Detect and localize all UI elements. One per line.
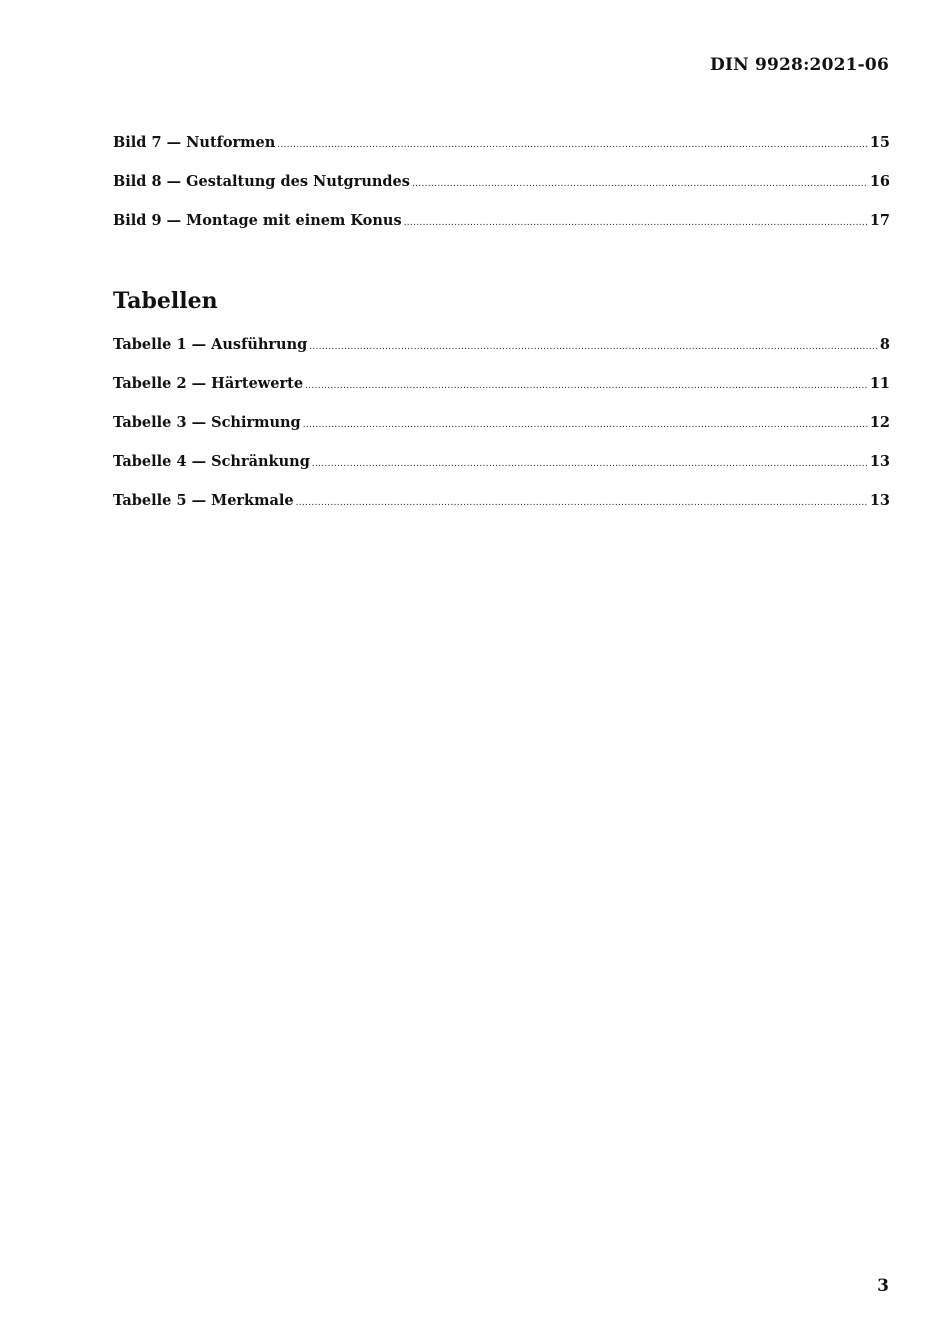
toc-entry-label: Tabelle 3 — Schirmung bbox=[113, 414, 301, 431]
toc-entry-page: 15 bbox=[869, 134, 890, 151]
dot-leader bbox=[404, 213, 868, 233]
document-id-header: DIN 9928:2021-06 bbox=[710, 55, 889, 75]
toc-entry-table-4[interactable] bbox=[113, 452, 890, 491]
page-number: 3 bbox=[877, 1276, 889, 1296]
toc-entry-page: 13 bbox=[869, 492, 890, 509]
toc-entry-table-1[interactable] bbox=[113, 335, 890, 374]
toc-entry-figure-9[interactable] bbox=[113, 211, 890, 250]
dot-leader bbox=[305, 376, 868, 396]
toc-entry-table-5[interactable] bbox=[113, 491, 890, 530]
dot-leader bbox=[296, 493, 868, 513]
toc-entry-label: Tabelle 5 — Merkmale bbox=[113, 492, 294, 509]
dot-leader bbox=[277, 135, 868, 155]
toc-entry-label: Bild 8 — Gestaltung des Nutgrundes bbox=[113, 173, 410, 190]
toc-entry-label: Bild 9 — Montage mit einem Konus bbox=[113, 212, 402, 229]
toc-entry-page: 13 bbox=[869, 453, 890, 470]
toc-entry-label: Tabelle 1 — Ausführung bbox=[113, 336, 308, 353]
figures-toc-list bbox=[113, 133, 890, 250]
toc-entry-table-2[interactable] bbox=[113, 374, 890, 413]
dot-leader bbox=[309, 337, 878, 357]
toc-entry-label: Bild 7 — Nutformen bbox=[113, 134, 276, 151]
toc-entry-label: Tabelle 2 — Härtewerte bbox=[113, 375, 304, 392]
dot-leader bbox=[303, 415, 868, 435]
tables-toc-list bbox=[113, 335, 890, 530]
toc-entry-table-3[interactable] bbox=[113, 413, 890, 452]
toc-entry-page: 16 bbox=[869, 173, 890, 190]
toc-entry-figure-8[interactable] bbox=[113, 172, 890, 211]
toc-entry-page: 11 bbox=[869, 375, 890, 392]
toc-entry-figure-7[interactable] bbox=[113, 133, 890, 172]
toc-entry-label: Tabelle 4 — Schränkung bbox=[113, 453, 310, 470]
dot-leader bbox=[312, 454, 868, 474]
dot-leader bbox=[412, 174, 868, 194]
toc-entry-page: 8 bbox=[879, 336, 890, 353]
tables-section-heading: Tabellen bbox=[113, 288, 218, 314]
toc-entry-page: 12 bbox=[869, 414, 890, 431]
toc-entry-page: 17 bbox=[869, 212, 890, 229]
